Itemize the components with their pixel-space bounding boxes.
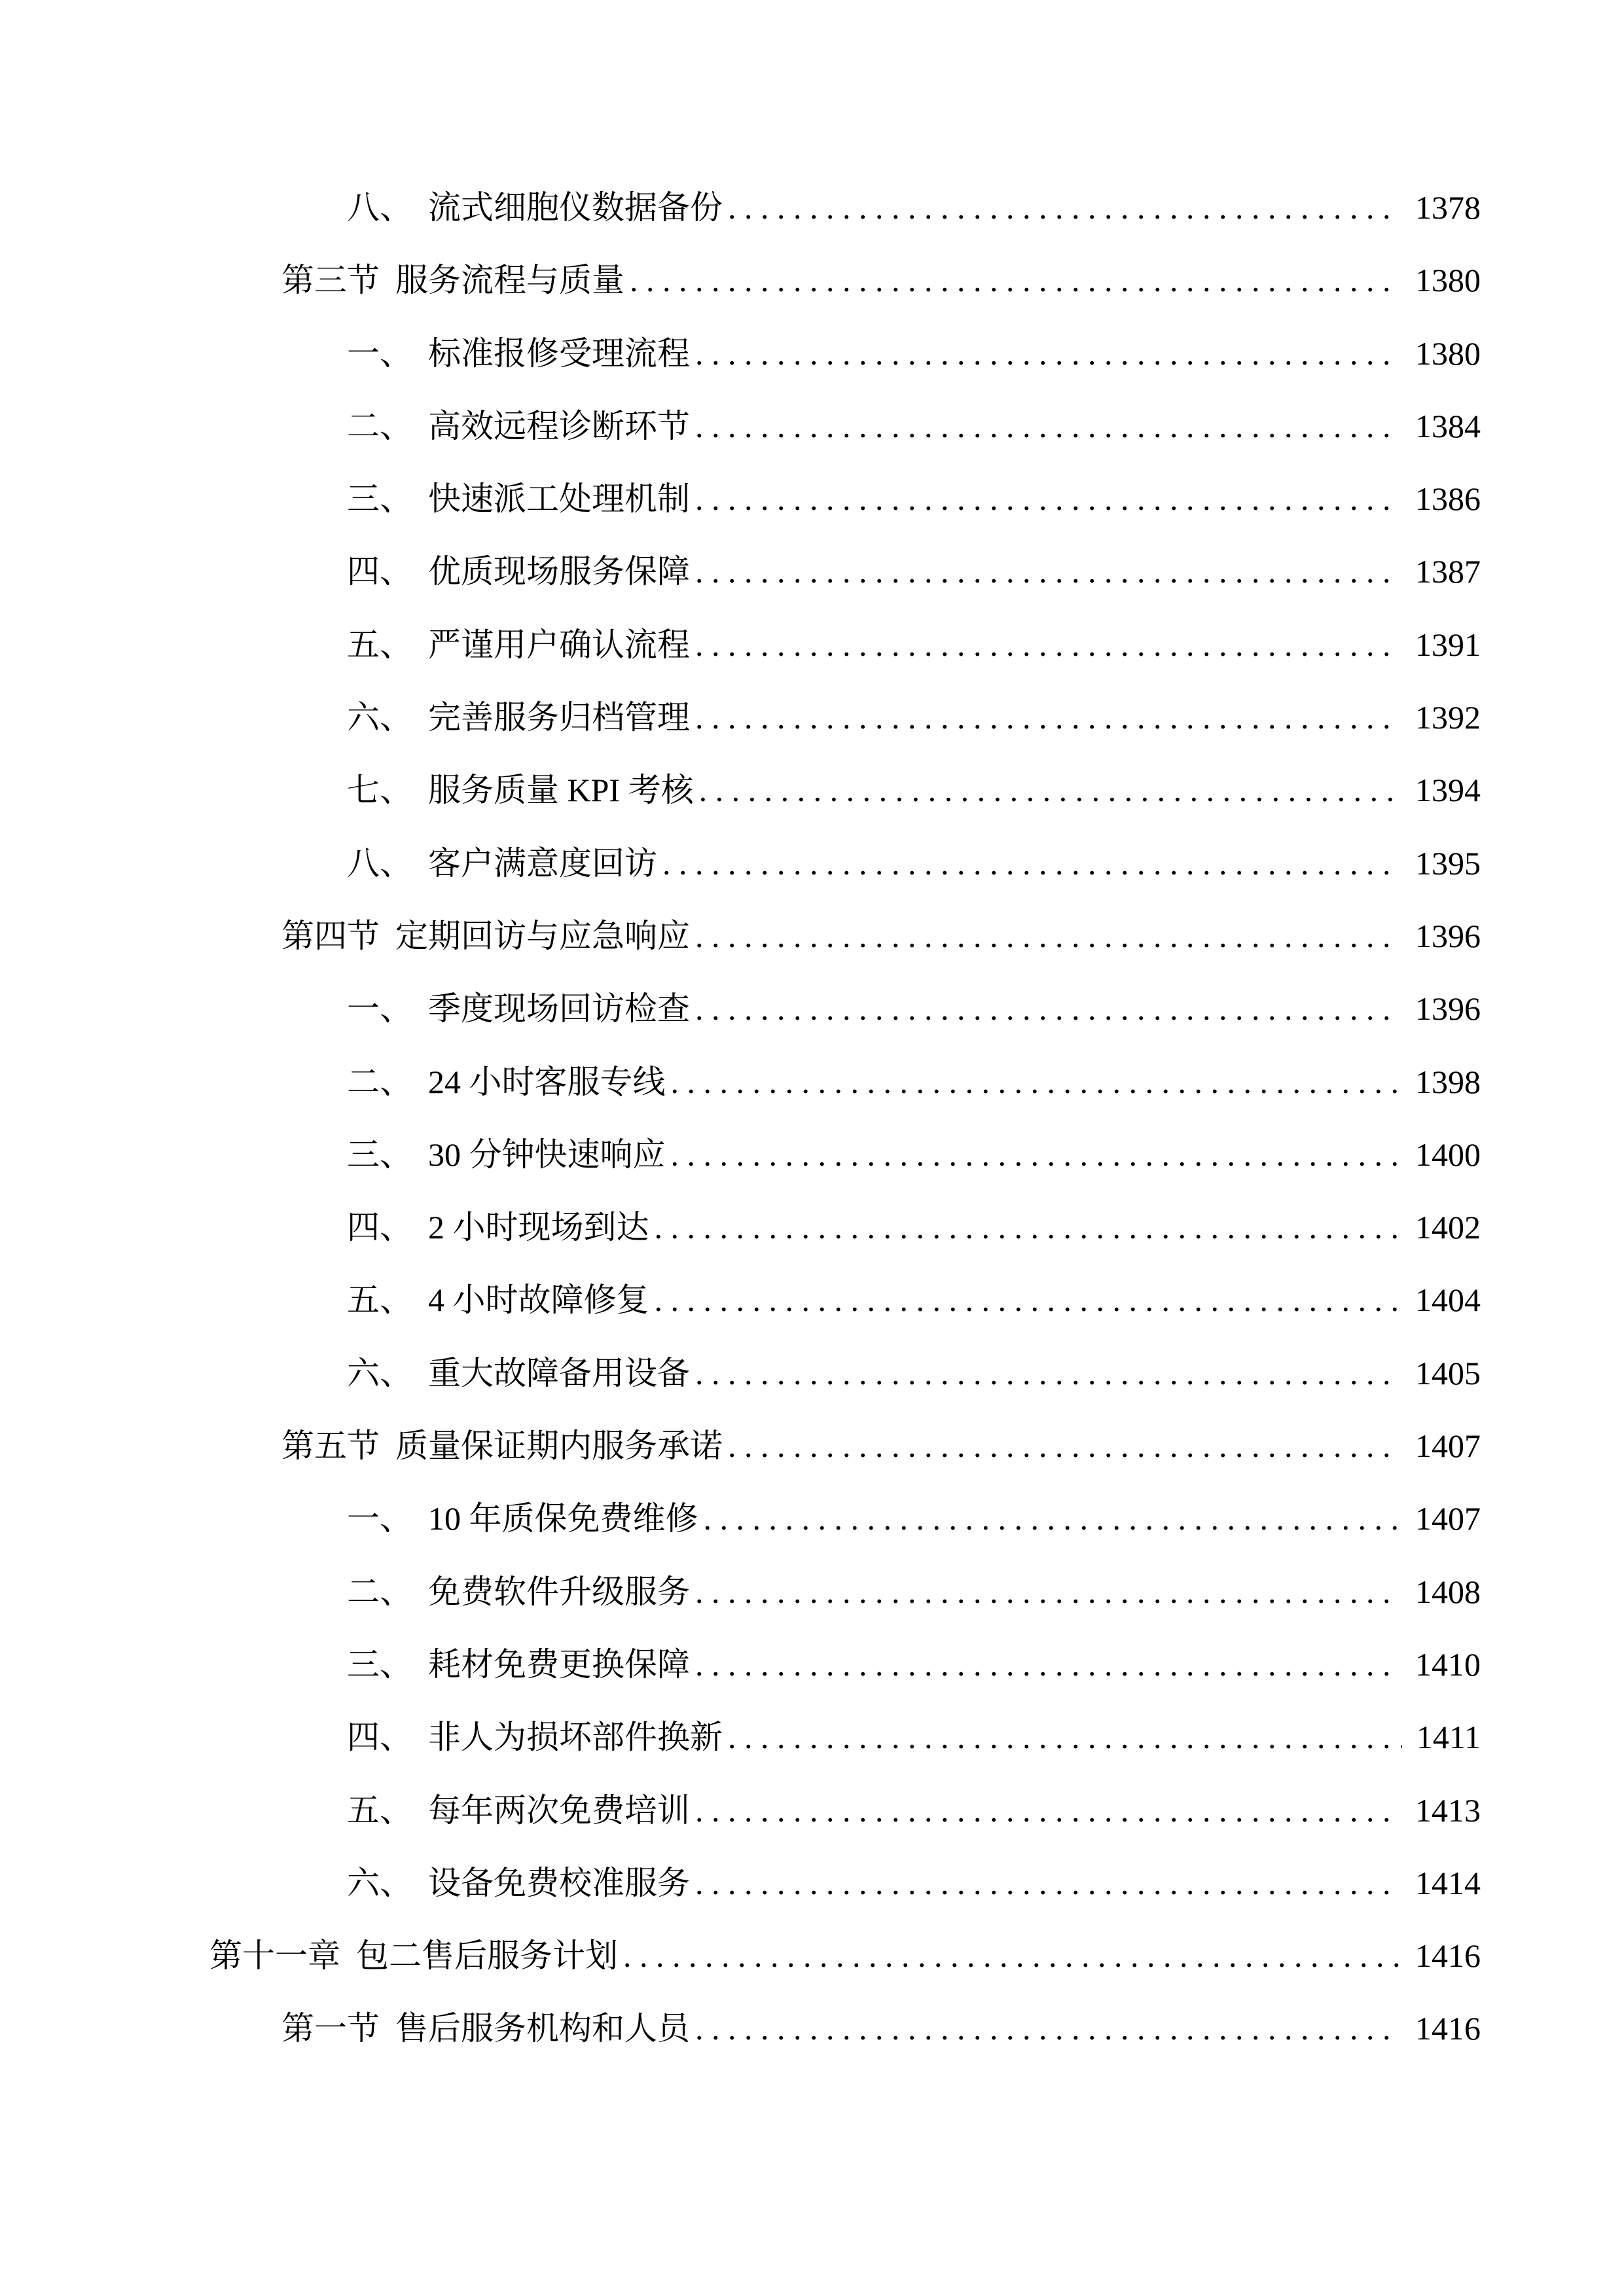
toc-entry[interactable] <box>209 317 1481 390</box>
toc-entry[interactable] <box>209 1337 1481 1410</box>
dot-leader <box>695 681 1401 754</box>
dot-leader <box>655 1191 1401 1264</box>
toc-entry-title: 免费软件升级服务 <box>428 1573 690 1610</box>
toc-entry-title: 设备免费校准服务 <box>428 1864 690 1901</box>
dot-leader <box>695 1628 1401 1701</box>
toc-entry-number: 八、 <box>347 189 412 226</box>
toc-entry-page-number: 1407 <box>1415 1500 1481 1537</box>
toc-entry[interactable] <box>209 463 1481 535</box>
toc-entry-number: 五、 <box>347 1791 412 1829</box>
toc-entry-title: 快速派工处理机制 <box>428 480 690 518</box>
toc-entry-number: 第十一章 <box>209 1937 340 1975</box>
dot-leader <box>695 463 1401 535</box>
toc-entry-title: 每年两次免费培训 <box>428 1791 690 1829</box>
dot-leader <box>695 1992 1401 2065</box>
toc-entry-page-number: 1386 <box>1415 480 1481 518</box>
toc-entry-number: 七、 <box>347 772 412 809</box>
toc-entry-number: 一、 <box>347 990 412 1028</box>
toc-entry-page-number: 1416 <box>1415 1937 1481 1975</box>
toc-entry-title: 优质现场服务保障 <box>428 553 690 590</box>
toc-entry[interactable] <box>209 1628 1481 1701</box>
toc-entry-page-number: 1380 <box>1415 262 1481 299</box>
toc-entry-title: 售后服务机构和人员 <box>395 2010 690 2047</box>
toc-entry-number: 第三节 <box>281 262 380 299</box>
toc-entry[interactable] <box>209 1191 1481 1264</box>
dot-leader <box>695 1337 1401 1410</box>
toc-entry-title: 标准报修受理流程 <box>428 334 690 372</box>
toc-entry[interactable] <box>209 1410 1481 1482</box>
toc-entry-page-number: 1391 <box>1415 626 1481 663</box>
toc-entry-number: 一、 <box>347 1500 412 1537</box>
dot-leader <box>695 535 1401 608</box>
toc-entry-title: 30 分钟快速响应 <box>428 1136 666 1173</box>
toc-entry-title: 耗材免费更换保障 <box>428 1645 690 1683</box>
toc-entry[interactable] <box>209 900 1481 973</box>
toc-entry-title: 非人为损坏部件换新 <box>428 1719 723 1756</box>
toc-entry-title: 季度现场回访检查 <box>428 990 690 1028</box>
toc-entry[interactable] <box>209 1847 1481 1920</box>
dot-leader <box>630 244 1401 317</box>
dot-leader <box>695 1556 1401 1628</box>
dot-leader <box>655 1264 1401 1336</box>
toc-entry[interactable] <box>209 681 1481 754</box>
toc-entry[interactable] <box>209 390 1481 463</box>
toc-entry-number: 八、 <box>347 844 412 882</box>
toc-entry-page-number: 1413 <box>1415 1791 1481 1829</box>
toc-entry-number: 第四节 <box>281 917 380 954</box>
dot-leader <box>671 1119 1401 1191</box>
toc-entry-page-number: 1416 <box>1415 2010 1481 2047</box>
toc-entry-number: 四、 <box>347 1719 412 1756</box>
toc-entry[interactable] <box>209 171 1481 244</box>
toc-entry[interactable] <box>209 1701 1481 1774</box>
toc-entry-number: 五、 <box>347 1282 412 1319</box>
toc-entry-number: 三、 <box>347 1645 412 1683</box>
dot-leader <box>699 754 1401 827</box>
toc-entry-title: 严谨用户确认流程 <box>428 626 690 663</box>
toc-entry-number: 二、 <box>347 1063 412 1100</box>
toc-entry-page-number: 1387 <box>1415 553 1481 590</box>
toc-entry[interactable] <box>209 754 1481 827</box>
toc-entry[interactable] <box>209 827 1481 900</box>
toc-entry-number: 第一节 <box>281 2010 380 2047</box>
toc-entry-page-number: 1408 <box>1415 1573 1481 1610</box>
toc-entry-title: 包二售后服务计划 <box>356 1937 618 1975</box>
toc-entry-number: 二、 <box>347 1573 412 1610</box>
toc-entry[interactable] <box>209 1264 1481 1336</box>
toc-entry[interactable] <box>209 609 1481 681</box>
toc-entry-page-number: 1404 <box>1415 1282 1481 1319</box>
toc-entry-page-number: 1398 <box>1415 1063 1481 1100</box>
toc-entry-number: 六、 <box>347 699 412 736</box>
toc-entry-page-number: 1396 <box>1415 917 1481 954</box>
toc-entry-title: 10 年质保免费维修 <box>428 1500 698 1537</box>
toc-entry-number: 六、 <box>347 1354 412 1391</box>
toc-entry-title: 高效远程诊断环节 <box>428 407 690 444</box>
toc-entry-page-number: 1411 <box>1416 1719 1481 1756</box>
toc-entry-title: 重大故障备用设备 <box>428 1354 690 1391</box>
toc-entry-title: 完善服务归档管理 <box>428 699 690 736</box>
toc-entry-title: 24 小时客服专线 <box>428 1063 666 1100</box>
toc-entry[interactable] <box>209 973 1481 1045</box>
toc-entry-page-number: 1384 <box>1415 407 1481 444</box>
toc-entry-page-number: 1407 <box>1415 1427 1481 1465</box>
toc-entry[interactable] <box>209 1920 1481 1992</box>
dot-leader <box>728 1701 1402 1774</box>
toc-entry[interactable] <box>209 535 1481 608</box>
toc-entry-number: 五、 <box>347 626 412 663</box>
toc-entry[interactable] <box>209 1556 1481 1628</box>
dot-leader <box>695 973 1401 1045</box>
toc-entry-number: 第五节 <box>281 1427 380 1465</box>
dot-leader <box>728 171 1401 244</box>
toc-entry-title: 定期回访与应急响应 <box>395 917 690 954</box>
toc-list <box>209 171 1481 2066</box>
toc-entry-title: 服务质量 KPI 考核 <box>428 772 694 809</box>
dot-leader <box>728 1410 1401 1482</box>
toc-entry[interactable] <box>209 1482 1481 1555</box>
toc-entry-page-number: 1400 <box>1415 1136 1481 1173</box>
dot-leader <box>695 900 1401 973</box>
toc-entry-title: 流式细胞仪数据备份 <box>428 189 723 226</box>
dot-leader <box>623 1920 1401 1992</box>
toc-entry[interactable] <box>209 244 1481 317</box>
toc-entry[interactable] <box>209 1992 1481 2065</box>
dot-leader <box>662 827 1401 900</box>
toc-entry-page-number: 1378 <box>1415 189 1481 226</box>
toc-entry-page-number: 1394 <box>1415 772 1481 809</box>
toc-entry-number: 一、 <box>347 334 412 372</box>
toc-entry-title: 客户满意度回访 <box>428 844 657 882</box>
toc-entry-page-number: 1392 <box>1415 699 1481 736</box>
toc-entry-page-number: 1380 <box>1415 334 1481 372</box>
dot-leader <box>695 1774 1401 1847</box>
toc-entry-page-number: 1396 <box>1415 990 1481 1028</box>
toc-entry-page-number: 1395 <box>1415 844 1481 882</box>
dot-leader <box>695 317 1401 390</box>
toc-entry-number: 三、 <box>347 480 412 518</box>
toc-entry-number: 四、 <box>347 553 412 590</box>
toc-entry-page-number: 1414 <box>1415 1864 1481 1901</box>
dot-leader <box>695 1847 1401 1920</box>
toc-entry[interactable] <box>209 1774 1481 1847</box>
toc-entry-number: 四、 <box>347 1209 412 1246</box>
toc-entry-title: 2 小时现场到达 <box>428 1209 649 1246</box>
toc-entry-number: 六、 <box>347 1864 412 1901</box>
toc-entry-title: 4 小时故障修复 <box>428 1282 649 1319</box>
toc-entry-number: 三、 <box>347 1136 412 1173</box>
toc-entry[interactable] <box>209 1046 1481 1119</box>
dot-leader <box>704 1482 1401 1555</box>
toc-entry-number: 二、 <box>347 407 412 444</box>
dot-leader <box>695 390 1401 463</box>
toc-entry[interactable] <box>209 1119 1481 1191</box>
toc-entry-page-number: 1405 <box>1415 1354 1481 1391</box>
toc-entry-page-number: 1410 <box>1415 1645 1481 1683</box>
dot-leader <box>695 609 1401 681</box>
toc-entry-page-number: 1402 <box>1415 1209 1481 1246</box>
dot-leader <box>671 1046 1401 1119</box>
toc-entry-title: 服务流程与质量 <box>395 262 624 299</box>
toc-entry-title: 质量保证期内服务承诺 <box>395 1427 723 1465</box>
